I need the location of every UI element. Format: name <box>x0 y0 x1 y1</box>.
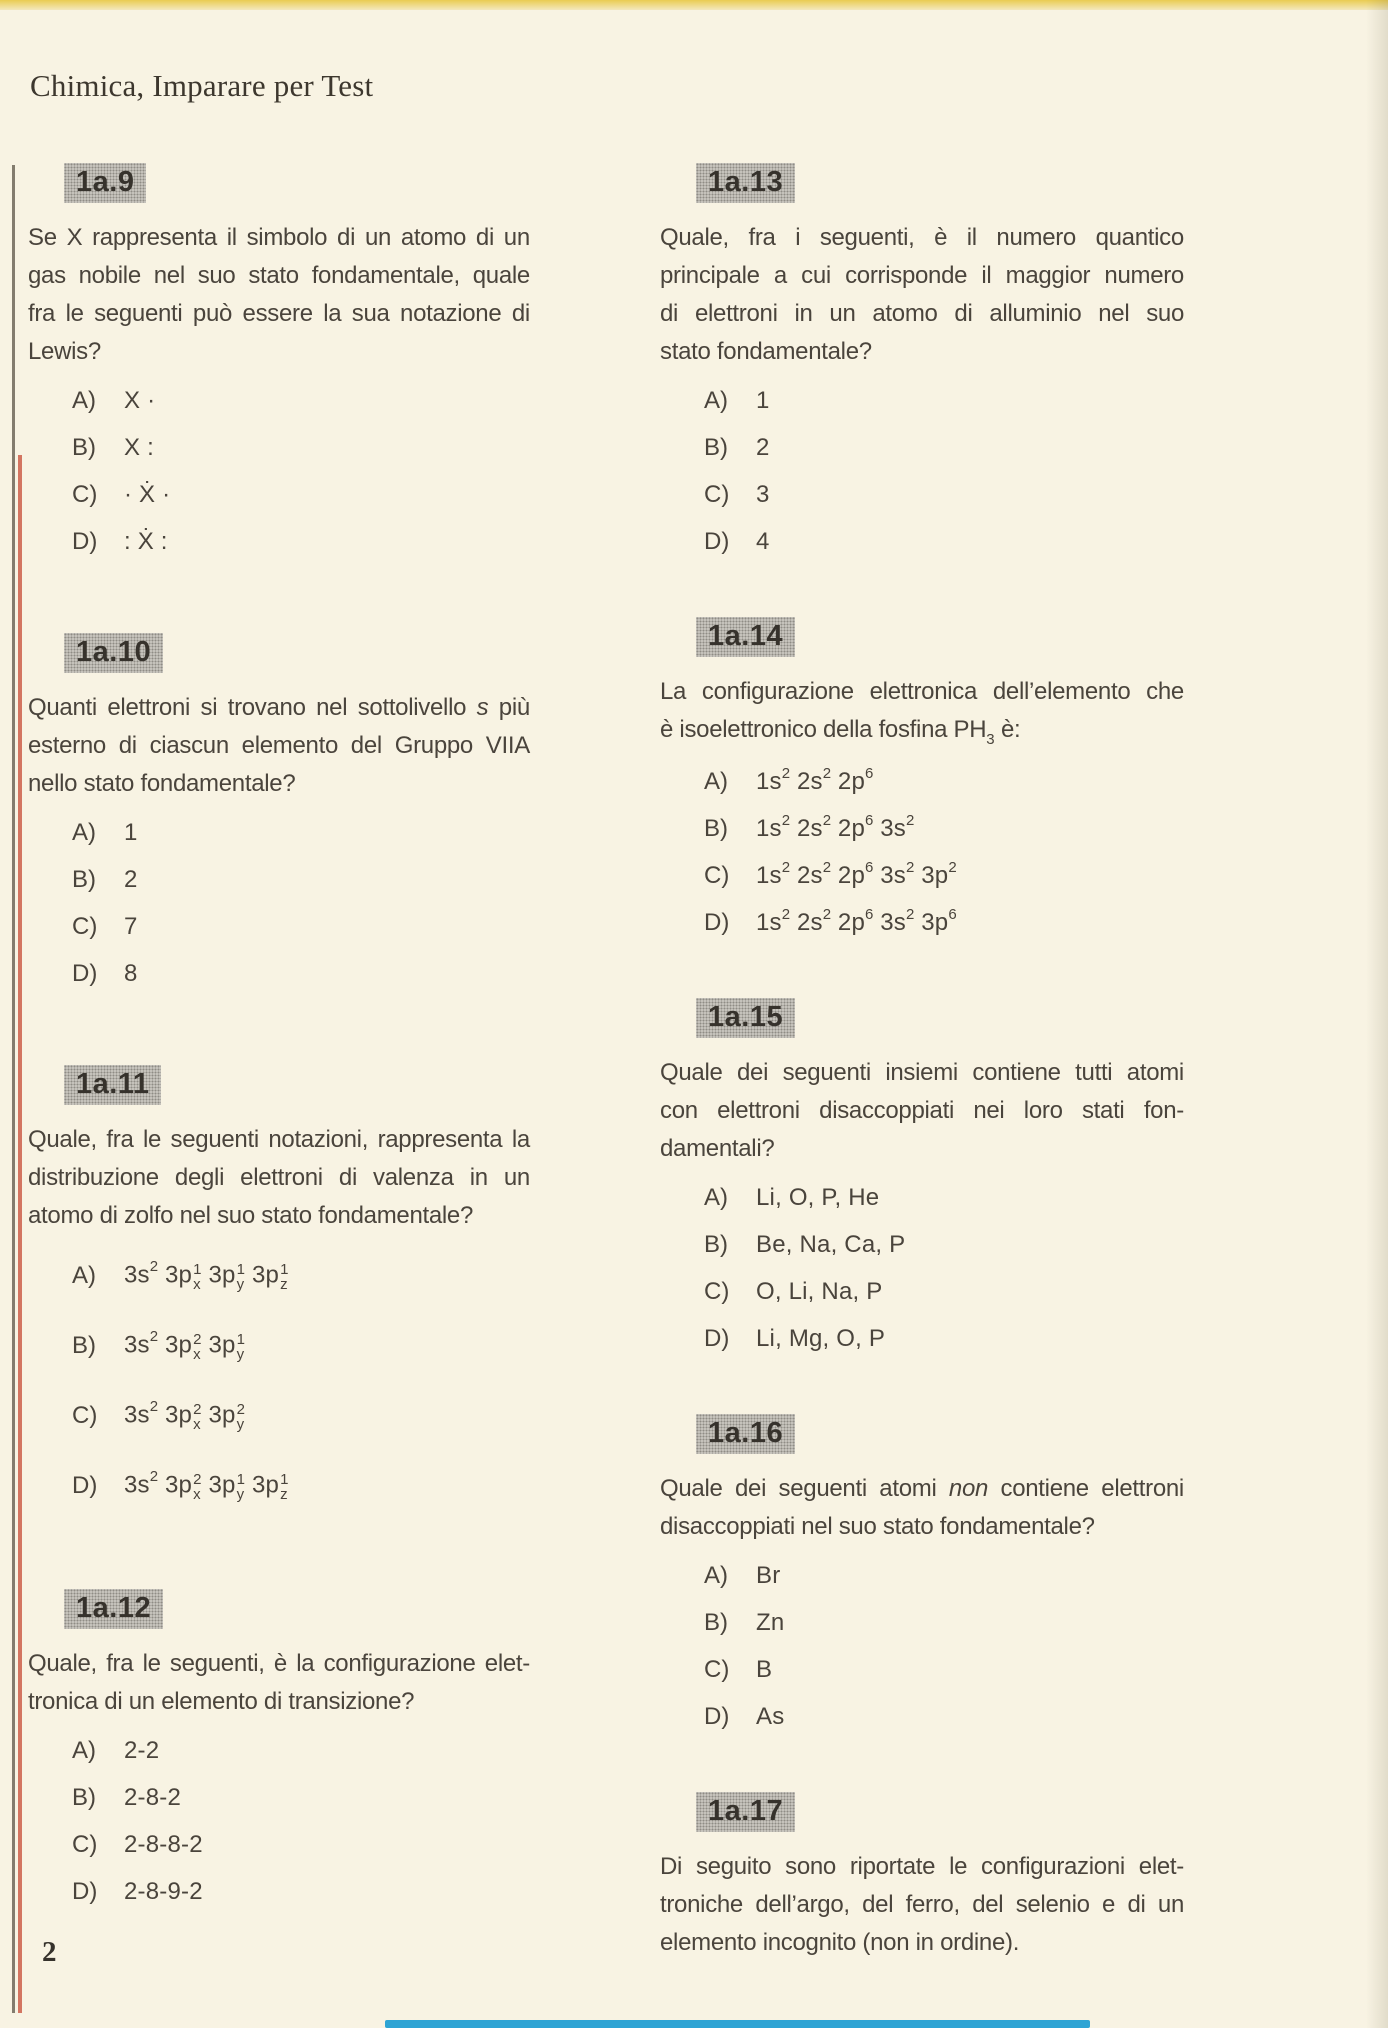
scan-artifact-blue-strip <box>385 2020 1090 2028</box>
option-value: X : <box>124 433 154 461</box>
question-text-line: tronica di un elemento di transizione? <box>28 1688 415 1715</box>
answer-options <box>28 809 530 997</box>
question-number-badge: 1a.11 <box>64 1065 161 1105</box>
question-text-line: Se X rappresenta il simbolo di un atomo di un <box>28 224 530 251</box>
question-text-line: distribuzione degli elettroni di valenza in un <box>28 1164 530 1191</box>
option-letter: C) <box>72 1402 98 1429</box>
question-text-line: nello stato fondamentale? <box>28 770 296 797</box>
question-number-badge: 1a.16 <box>696 1414 795 1454</box>
question-number-badge: 1a.15 <box>696 998 795 1038</box>
question-text <box>28 1645 530 1721</box>
answer-options <box>660 758 1184 946</box>
question-block <box>660 998 1184 1362</box>
question-text-line: damentali? <box>660 1135 775 1162</box>
question-text-line: Quale dei seguenti atomi non contiene elettroni <box>660 1475 1184 1502</box>
question-number-badge: 1a.14 <box>696 617 795 657</box>
question-text-line: è isoelettronico della fosfina $PH_3$ è: <box>660 716 1021 748</box>
book-title-header: Chimica, Imparare per Test <box>30 68 374 103</box>
option-letter: A) <box>72 1262 96 1289</box>
question-text-line: Quale, fra le seguenti notazioni, rappresenta la <box>28 1126 530 1153</box>
option-value: Li, O, P, He <box>756 1183 880 1211</box>
option-letter: D) <box>704 908 730 936</box>
option-letter: B) <box>704 814 728 842</box>
option-value: $1s^2$ $2s^2$ $2p^6$ $3s^2$ <box>756 811 915 842</box>
option-letter: D) <box>704 527 730 555</box>
option-letter: C) <box>704 1277 730 1305</box>
question-number-badge: 1a.17 <box>696 1792 795 1832</box>
column-left <box>28 163 530 1983</box>
answer-option <box>72 1727 530 1774</box>
option-value: Zn <box>756 1608 785 1636</box>
option-letter: B) <box>72 1783 96 1811</box>
question-number-badge: 1a.12 <box>64 1589 163 1629</box>
question-text-line: stato fondamentale? <box>660 338 872 365</box>
option-value: 7 <box>124 912 138 940</box>
option-value: 2 <box>756 433 770 461</box>
question-text-line: gas nobile nel suo stato fondamentale, quale <box>28 262 530 289</box>
option-value: As <box>756 1702 785 1730</box>
option-value: · Ẋ · <box>124 480 171 508</box>
option-value: 2-8-9-2 <box>124 1877 203 1905</box>
question-text <box>28 1121 530 1235</box>
option-letter: D) <box>72 1472 98 1499</box>
answer-option <box>704 377 1184 424</box>
option-value: $3s^2$ 3p 1 x 3p 1 y 3p 1 z <box>124 1258 289 1293</box>
question-number-badge: 1a.10 <box>64 633 163 673</box>
answer-option <box>704 471 1184 518</box>
answer-option <box>72 1311 530 1381</box>
option-value: $1s^2$ $2s^2$ $2p^6$ $3s^2$ $3p^2$ <box>756 858 957 889</box>
option-value: 2-2 <box>124 1736 160 1764</box>
answer-option <box>704 1693 1184 1740</box>
question-text-line: fra le seguenti può essere la sua notazione di <box>28 300 530 327</box>
answer-options <box>28 377 530 565</box>
question-block <box>28 633 530 997</box>
option-letter: B) <box>704 1608 728 1636</box>
answer-option <box>72 903 530 950</box>
question-number-badge: 1a.13 <box>696 163 795 203</box>
answer-option <box>704 1646 1184 1693</box>
question-text-line: atomo di zolfo nel suo stato fondamentale? <box>28 1202 474 1229</box>
page-right-edge-shade <box>1366 0 1388 2028</box>
question-block <box>28 163 530 565</box>
scan-artifact-red-strip <box>18 455 22 2013</box>
option-value: 1 <box>756 386 770 414</box>
answer-option <box>704 852 1184 899</box>
answer-option <box>72 1868 530 1915</box>
question-block <box>660 1792 1184 1962</box>
left-margin-rule <box>12 165 15 2013</box>
option-letter: B) <box>72 865 96 893</box>
question-text-line: Quanti elettroni si trovano nel sottolivello s più <box>28 694 530 721</box>
question-text-line: La configurazione elettronica dell’elemento che <box>660 678 1184 705</box>
question-text <box>660 1054 1184 1168</box>
answer-option <box>704 899 1184 946</box>
question-block <box>28 1589 530 1915</box>
answer-option <box>72 809 530 856</box>
option-letter: C) <box>704 1655 730 1683</box>
question-text <box>660 673 1184 752</box>
answer-option <box>704 1599 1184 1646</box>
answer-option <box>704 1221 1184 1268</box>
question-number-badge: 1a.9 <box>64 163 146 203</box>
question-text <box>660 1848 1184 1962</box>
option-letter: A) <box>704 767 728 795</box>
option-value: B <box>756 1655 773 1683</box>
option-value: O, Li, Na, P <box>756 1277 883 1305</box>
option-letter: A) <box>704 1561 728 1589</box>
answer-option <box>704 1552 1184 1599</box>
answer-option <box>704 1174 1184 1221</box>
option-value: Li, Mg, O, P <box>756 1324 886 1352</box>
option-value: 1 <box>124 818 138 846</box>
question-text-line: con elettroni disaccoppiati nei loro stati fon- <box>660 1097 1184 1124</box>
option-value: Br <box>756 1561 781 1589</box>
answer-option <box>72 856 530 903</box>
column-right <box>660 163 1184 2014</box>
answer-option <box>72 1451 530 1521</box>
answer-option <box>704 758 1184 805</box>
scan-edge-top-strip <box>0 0 1388 10</box>
question-text-line: Quale, fra le seguenti, è la configurazione elet- <box>28 1650 530 1677</box>
option-value: Be, Na, Ca, P <box>756 1230 906 1258</box>
option-letter: A) <box>704 1183 728 1211</box>
question-text-line: elemento incognito (non in ordine). <box>660 1929 1020 1956</box>
option-letter: D) <box>72 1877 98 1905</box>
question-text <box>660 219 1184 371</box>
question-text-line: di elettroni in un atomo di alluminio nel suo <box>660 300 1184 327</box>
answer-options <box>660 1174 1184 1362</box>
option-value: X · <box>124 386 156 414</box>
answer-option <box>72 1774 530 1821</box>
answer-option <box>72 1381 530 1451</box>
option-letter: A) <box>72 818 96 846</box>
answer-option <box>72 377 530 424</box>
question-text-line: Di seguito sono riportate le configurazioni elet- <box>660 1853 1184 1880</box>
option-letter: A) <box>704 386 728 414</box>
answer-options <box>660 1552 1184 1740</box>
answer-option <box>72 1821 530 1868</box>
answer-options <box>28 1727 530 1915</box>
option-letter: D) <box>704 1324 730 1352</box>
answer-option <box>72 950 530 997</box>
option-value: : Ẋ : <box>124 527 168 555</box>
option-letter: B) <box>704 1230 728 1258</box>
question-text-line: Quale dei seguenti insiemi contiene tutti atomi <box>660 1059 1184 1086</box>
answer-options <box>28 1241 530 1521</box>
answer-option <box>72 1241 530 1311</box>
option-value: $3s^2$ 3p 2 x 3p 1 y 3p 1 z <box>124 1468 289 1503</box>
option-letter: D) <box>72 527 98 555</box>
question-block <box>660 163 1184 565</box>
answer-option <box>704 805 1184 852</box>
option-letter: C) <box>704 480 730 508</box>
answer-option <box>704 518 1184 565</box>
question-text-line: esterno di ciascun elemento del Gruppo VIIA <box>28 732 530 759</box>
option-value: 2 <box>124 865 138 893</box>
question-text <box>28 219 530 371</box>
question-text-line: Lewis? <box>28 338 101 365</box>
answer-option <box>704 424 1184 471</box>
option-letter: D) <box>704 1702 730 1730</box>
answer-option <box>704 1268 1184 1315</box>
answer-option <box>704 1315 1184 1362</box>
option-value: $3s^2$ 3p 2 x 3p 1 y <box>124 1328 246 1363</box>
option-letter: D) <box>72 959 98 987</box>
question-text-line: principale a cui corrisponde il maggior numero <box>660 262 1184 289</box>
question-block <box>660 1414 1184 1740</box>
question-block <box>28 1065 530 1521</box>
option-value: 2-8-2 <box>124 1783 182 1811</box>
answer-option <box>72 471 530 518</box>
option-letter: A) <box>72 386 96 414</box>
option-letter: C) <box>72 480 98 508</box>
page-number: 2 <box>42 1936 57 1968</box>
option-letter: C) <box>704 861 730 889</box>
option-letter: A) <box>72 1736 96 1764</box>
option-value: 2-8-8-2 <box>124 1830 203 1858</box>
option-value: 8 <box>124 959 138 987</box>
question-text <box>28 689 530 803</box>
option-letter: B) <box>72 433 96 461</box>
answer-option <box>72 424 530 471</box>
option-value: 4 <box>756 527 770 555</box>
question-block <box>660 617 1184 946</box>
option-letter: B) <box>72 1332 96 1359</box>
answer-option <box>72 518 530 565</box>
question-text-line: disaccoppiati nel suo stato fondamentale? <box>660 1513 1095 1540</box>
answer-options <box>660 377 1184 565</box>
option-value: $3s^2$ 3p 2 x 3p 2 y <box>124 1398 246 1433</box>
option-value: $1s^2$ $2s^2$ $2p^6$ <box>756 764 874 795</box>
option-letter: C) <box>72 1830 98 1858</box>
option-letter: B) <box>704 433 728 461</box>
option-letter: C) <box>72 912 98 940</box>
question-text <box>660 1470 1184 1546</box>
question-text-line: Quale, fra i seguenti, è il numero quantico <box>660 224 1184 251</box>
option-value: 3 <box>756 480 770 508</box>
question-text-line: troniche dell’argo, del ferro, del selenio e di un <box>660 1891 1184 1918</box>
option-value: $1s^2$ $2s^2$ $2p^6$ $3s^2$ $3p^6$ <box>756 905 957 936</box>
